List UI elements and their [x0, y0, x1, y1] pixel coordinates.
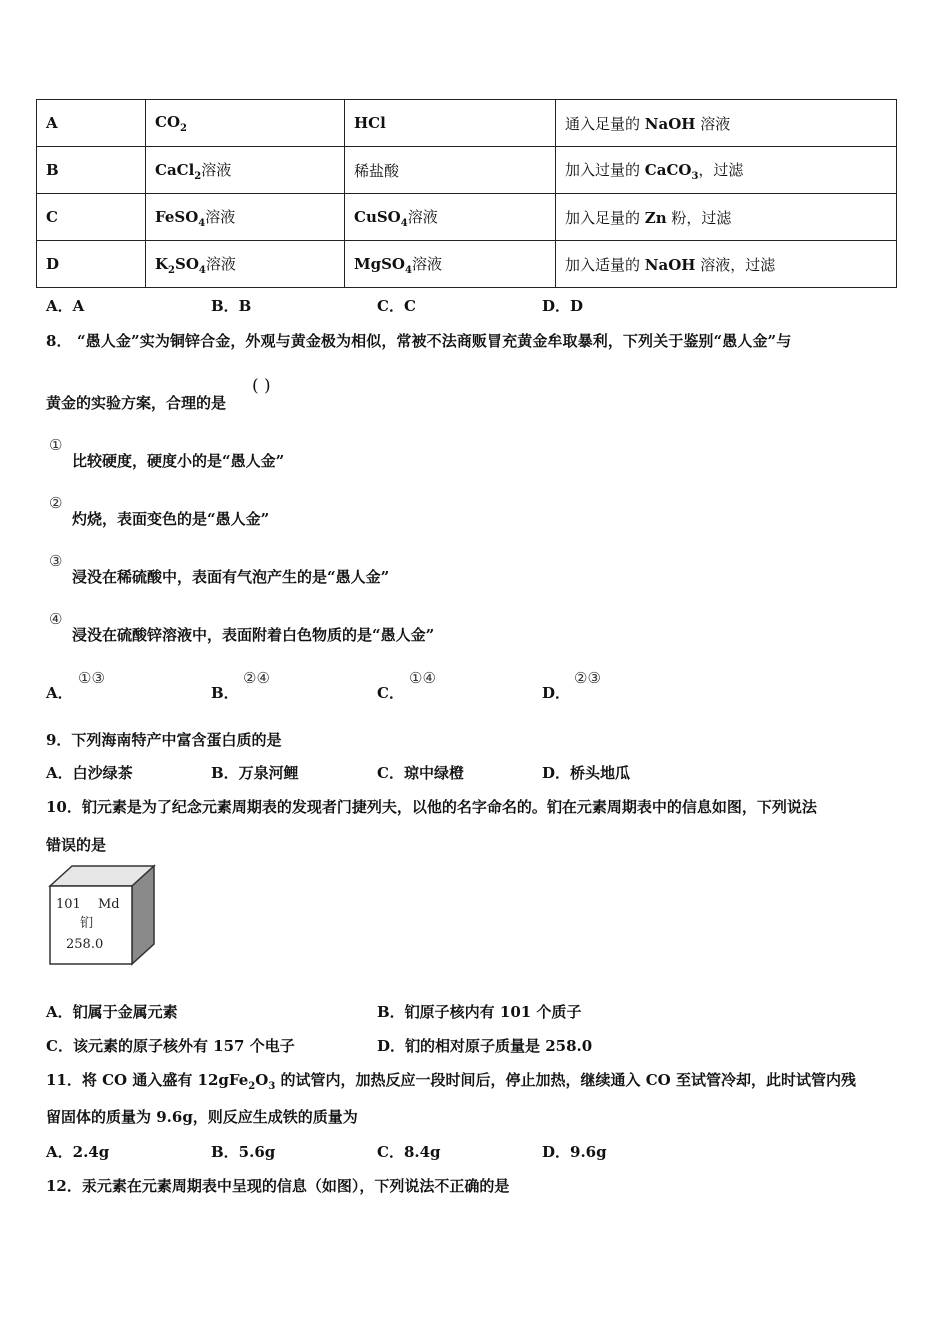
q11-text-segment: 2 [248, 1081, 256, 1092]
q10-choice-d: D．钔的相对原子质量是 258.0 [377, 1037, 593, 1055]
cell-text-segment: 通入足量的 [565, 114, 645, 133]
cell-text-segment: CaCO [644, 160, 692, 179]
q11-choice-b: B．5.6g [211, 1143, 276, 1161]
q8-choice-a-nums: ①③ [78, 669, 105, 687]
q8-choice-a-letter: A． [46, 684, 73, 702]
q11-choice-d: D．9.6g [542, 1143, 607, 1161]
table-cell-substance [146, 241, 345, 288]
table-cell-label: A [37, 100, 146, 147]
q11-choice-a: A．2.4g [46, 1143, 110, 1161]
cell-text-segment: 4 [198, 264, 206, 276]
q11-text-segment: 3 [268, 1081, 276, 1092]
cell-text-segment: HCl [354, 114, 386, 132]
q8-item-4-number: ④ [49, 610, 63, 628]
table-cell-impurity [345, 194, 556, 241]
cell-text-segment: 溶液 [411, 254, 442, 273]
cell-text-segment: 溶液 [407, 207, 438, 226]
cell-text-segment: 4 [400, 217, 408, 229]
cell-text-segment: K [155, 254, 169, 273]
q8-answer-paren: ( ) [252, 376, 271, 396]
q11-stem-line2: 留固体的质量为 9.6g，则反应生成铁的质量为 [46, 1108, 358, 1126]
cell-text-segment: 溶液 [201, 160, 232, 179]
cell-text-segment: FeSO [155, 207, 199, 226]
cell-text-segment: 2 [168, 264, 176, 276]
table-row [37, 147, 897, 194]
cell-text-segment: 4 [405, 264, 412, 276]
q7-choice-b: B．B [211, 297, 252, 315]
q9-choice-a: A．白沙绿茶 [46, 764, 133, 782]
q9-choice-d: D．桥头地瓜 [542, 764, 631, 782]
table-cell-method [556, 100, 897, 147]
cell-text-segment: Zn [644, 208, 667, 227]
table-cell-substance [146, 100, 345, 147]
table-cell-substance [146, 194, 345, 241]
mendelevium-element-cube [44, 864, 158, 968]
cell-text-segment: NaOH [644, 255, 696, 274]
q8-item-4-text: 浸没在硫酸锌溶液中，表面附着白色物质的是“愚人金” [72, 626, 435, 644]
q8-choice-c-letter: C． [377, 684, 404, 702]
cell-text-segment: 2 [180, 122, 187, 134]
element-name: 钔 [80, 916, 94, 931]
cell-text-segment: 溶液 [695, 114, 731, 133]
table-cell-impurity [345, 241, 556, 288]
cell-text-segment: CO [155, 112, 181, 131]
table-row [37, 194, 897, 241]
q8-item-1-text: 比较硬度，硬度小的是“愚人金” [72, 452, 285, 470]
q10-choice-b: B．钔原子核内有 101 个质子 [377, 1003, 582, 1021]
q8-choice-b-letter: B． [211, 684, 239, 702]
q10-choice-a: A．钔属于金属元素 [46, 1003, 178, 1021]
q8-stem-line1: 8． “愚人金”实为铜锌合金，外观与黄金极为相似，常被不法商贩冒充黄金牟取暴利，下列关于鉴别“愚人金”与 [46, 332, 792, 350]
q9-choice-b: B．万泉河鲤 [211, 764, 299, 782]
cell-text-segment: 2 [194, 170, 202, 182]
cell-text-segment: ，过滤 [698, 160, 744, 179]
q8-stem-line2: 黄金的实验方案，合理的是 [46, 394, 227, 412]
q11-text-segment: 的试管内，加热反应一段时间后，停止加热，继续通入 CO 至试管冷却，此时试管内残 [275, 1071, 856, 1089]
cell-text-segment: 溶液，过滤 [695, 255, 776, 274]
cell-text-segment: NaOH [644, 114, 696, 133]
q8-choice-d-nums: ②③ [574, 669, 601, 687]
cell-text-segment: 溶液 [205, 254, 236, 273]
q9-stem: 9．下列海南特产中富含蛋白质的是 [46, 731, 282, 749]
table-row [37, 100, 897, 147]
atomic-number: 101 [56, 897, 81, 912]
atomic-mass: 258.0 [66, 937, 104, 952]
cell-text-segment: 3 [691, 170, 699, 182]
options-table [36, 99, 897, 288]
cell-text-segment: 加入过量的 [565, 160, 645, 179]
q8-choice-b-nums: ②④ [243, 669, 270, 687]
q11-stem-line1 [46, 1069, 856, 1092]
table-cell-method [556, 241, 897, 288]
q11-text-segment: O [255, 1071, 269, 1089]
cell-text-segment: 粉，过滤 [666, 208, 732, 227]
table-cell-method [556, 147, 897, 194]
table-cell-substance [146, 147, 345, 194]
q8-item-2-text: 灼烧，表面变色的是“愚人金” [72, 510, 270, 528]
q8-choice-c-nums: ①④ [409, 669, 436, 687]
cell-text-segment: 4 [198, 217, 206, 229]
q8-item-3-number: ③ [49, 552, 63, 570]
q8-item-1-number: ① [49, 436, 63, 454]
table-cell-impurity [345, 100, 556, 147]
cell-text-segment: CuSO [354, 207, 401, 226]
table-cell-label: B [37, 147, 146, 194]
q8-item-3-text: 浸没在稀硫酸中，表面有气泡产生的是“愚人金” [72, 568, 390, 586]
cell-text-segment: 加入适量的 [565, 255, 645, 274]
cell-text-segment: MgSO [354, 254, 405, 273]
q11-choice-c: C．8.4g [377, 1143, 441, 1161]
q11-text-segment: 11．将 CO 通入盛有 12gFe [46, 1071, 249, 1089]
table-cell-impurity [345, 147, 556, 194]
q12-stem: 12．汞元素在元素周期表中呈现的信息（如图），下列说法不正确的是 [46, 1177, 510, 1195]
table-row [37, 241, 897, 288]
q8-item-2-number: ② [49, 494, 63, 512]
cell-text-segment: SO [175, 254, 199, 273]
q10-stem-line2: 错误的是 [46, 836, 107, 854]
q7-choice-c: C．C [377, 297, 416, 315]
table-cell-label: C [37, 194, 146, 241]
table-cell-method [556, 194, 897, 241]
q9-choice-c: C．琼中绿橙 [377, 764, 464, 782]
q7-choice-a: A．A [46, 297, 85, 315]
q10-choice-c: C．该元素的原子核外有 157 个电子 [46, 1037, 295, 1055]
element-symbol: Md [98, 897, 120, 912]
q8-choice-d-letter: D． [542, 684, 571, 702]
cell-text-segment: CaCl [155, 160, 195, 179]
cell-text-segment: 溶液 [205, 207, 236, 226]
q10-stem-line1: 10．钔元素是为了纪念元素周期表的发现者门捷列夫，以他的名字命名的。钔在元素周期表中的信息如图，下列说法 [46, 798, 817, 816]
cell-text-segment: 稀盐酸 [354, 161, 400, 180]
q7-choice-d: D．D [542, 297, 584, 315]
cell-text-segment: 加入足量的 [565, 208, 645, 227]
table-cell-label: D [37, 241, 146, 288]
